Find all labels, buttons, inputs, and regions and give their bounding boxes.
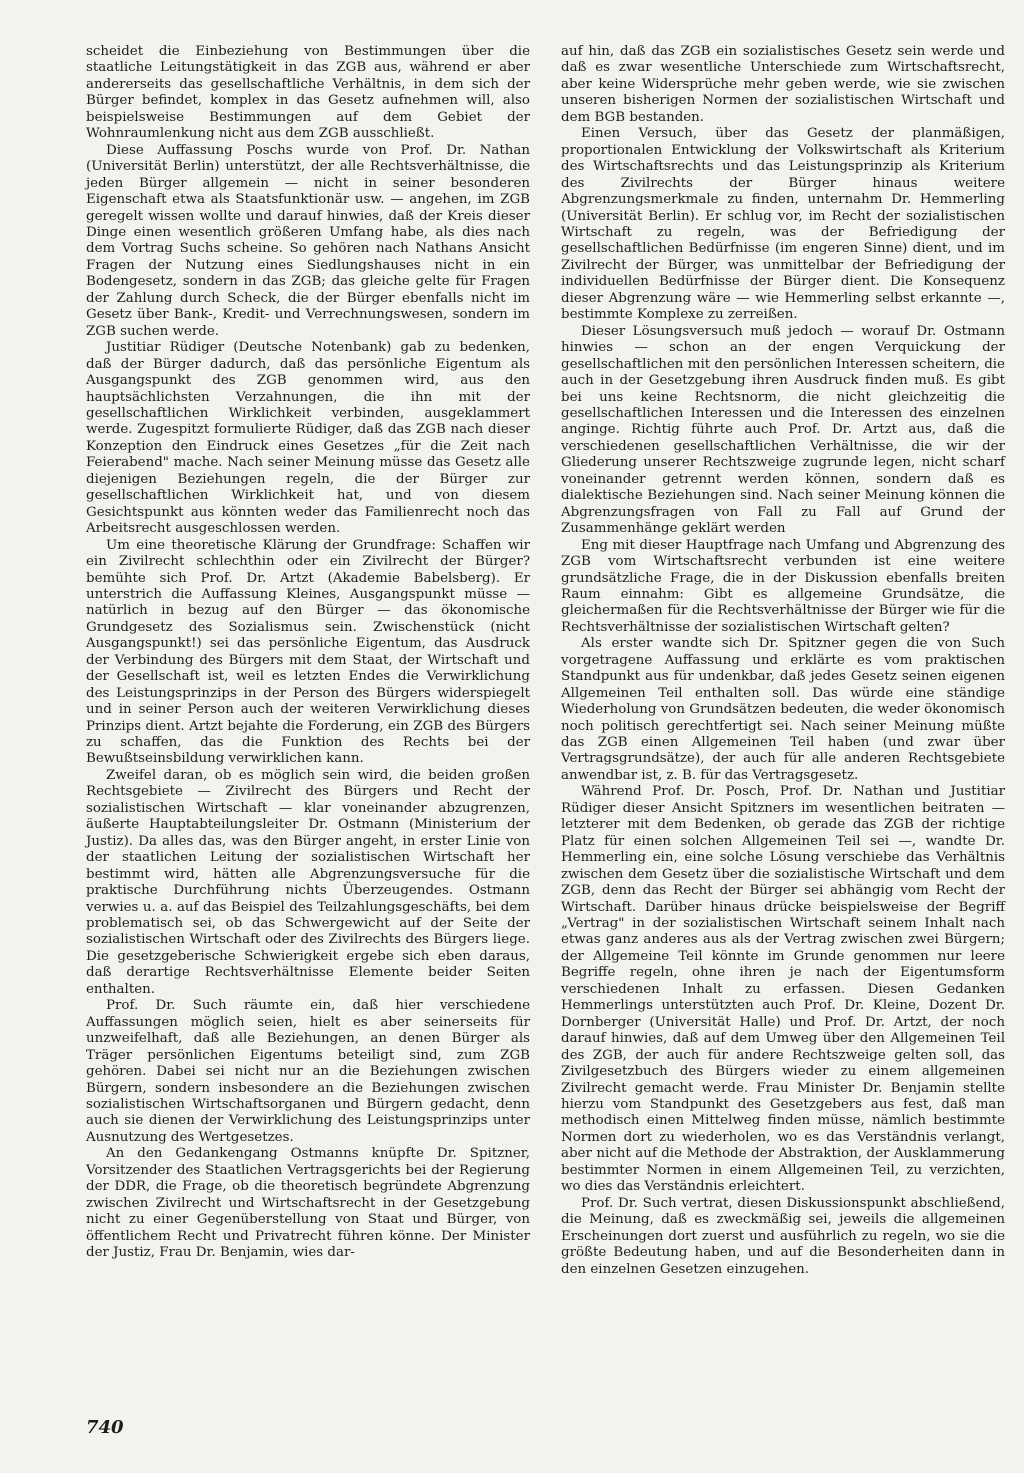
paragraph: Eng mit dieser Hauptfrage nach Umfang und Abgrenzung des ZGB vom Wirtschaftsrecht verbunden ist eine weitere grundsätzliche Frage, die in der Diskussion ebenfalls breiten Raum einnahm: Gibt es allgemeine Grundsätze, die gleichermaßen für die Rechtsverhältnisse der Bürger wie für die Rechtsverhältnisse der sozialistischen Wirtschaft gelten?: [561, 537, 1005, 635]
paragraph: scheidet die Einbeziehung von Bestimmungen über die staatliche Leitungstätigkeit in das ZGB aus, während er aber andererseits das gesellschaftliche Verhältnis, in dem sich der Bürger befindet, komplex in das Gesetz aufnehmen will, also beispielsweise Bestimmungen auf dem Gebiet der Wohnraumlenkung nicht aus dem ZGB ausschließt.: [86, 44, 530, 142]
paragraph: Dieser Lösungsversuch muß jedoch — worauf Dr. Ostmann hinwies — schon an der engen Verquickung der gesellschaftlichen mit den persönlichen Interessen scheitern, die auch in der Gesetzgebung ihren Ausdruck finden muß. Es gibt bei uns keine Rechtsnorm, die nicht gleichzeitig die gesellschaftlichen Interessen und die Interessen des einzelnen anginge. Richtig führte auch Prof. Dr. Artzt aus, daß die verschiedenen gesellschaftlichen Verhältnisse, die wir der Gliederung unserer Rechtszweige zugrunde legen, nicht scharf voneinander getrennt werden können, sondern daß es dialektische Beziehungen sind. Nach seiner Meinung können die Abgrenzungsfragen von Fall zu Fall auf Grund der Zusammenhänge geklärt werden: [561, 323, 1005, 537]
paragraph: Während Prof. Dr. Posch, Prof. Dr. Nathan und Justitiar Rüdiger dieser Ansicht Spitzners im wesentlichen beitraten — letzterer mit dem Bedenken, ob gerade das ZGB der richtige Platz für einen solchen Allgemeinen Teil sei —, wandte Dr. Hemmerling ein, eine solche Lösung verschiebe das Verhältnis zwischen dem Gesetz über die sozialistische Wirtschaft und dem ZGB, denn das Recht der Bürger sei abhängig vom Recht der Wirtschaft. Darüber hinaus drücke beispielsweise der Begriff „Vertrag" in der sozialistischen Wirtschaft seinem Inhalt nach etwas ganz anderes aus als der Vertrag zwischen zwei Bürgern; der Allgemeine Teil könnte im Grunde genommen nur leere Begriffe regeln, ohne ihren je nach der Eigentumsform verschiedenen Inhalt zu erfassen. Diesen Gedanken Hemmerlings unterstützten auch Prof. Dr. Kleine, Dozent Dr. Dornberger (Universität Halle) und Prof. Dr. Artzt, der noch darauf hinwies, daß auf dem Umweg über den Allgemeinen Teil des ZGB, der auch für andere Rechtszweige gelten soll, das Zivilgesetzbuch des Bürgers wieder zu einem allgemeinen Zivilrecht gemacht werde. Frau Minister Dr. Benjamin stellte hierzu vom Standpunkt des Gesetzgebers aus fest, daß man methodisch einen Mittelweg finden müsse, nämlich bestimmte Normen dort zu wiederholen, wo es das Verständnis verlangt, aber nicht auf die Methode der Abstraktion, der Ausklammerung bestimmter Normen in einem Allgemeinen Teil, zu verzichten, wo dies das Verständnis erleichtert.: [561, 784, 1005, 1195]
paragraph: An den Gedankengang Ostmanns knüpfte Dr. Spitzner, Vorsitzender des Staatlichen Vertragsgerichts bei der Regierung der DDR, die Frage, ob die theoretisch begründete Abgrenzung zwischen Zivilrecht und Wirtschaftsrecht in der Gesetzgebung nicht zu einer Gegenüberstellung von Staat und Bürger, von öffentlichem Recht und Privatrecht führen könne. Der Minister der Justiz, Frau Dr. Benjamin, wies dar-: [86, 1146, 530, 1261]
paragraph: Diese Auffassung Poschs wurde von Prof. Dr. Nathan (Universität Berlin) unterstützt, der alle Rechtsverhältnisse, die jeden Bürger allgemein — nicht in seiner besonderen Eigenschaft etwa als Staatsfunktionär usw. — angehen, im ZGB geregelt wissen wollte und darauf hinwies, daß der Kreis dieser Dinge einen wesentlich größeren Umfang habe, als dies nach dem Vortrag Suchs scheine. So gehören nach Nathans Ansicht Fragen der Nutzung eines Siedlungshauses nicht in ein Bodengesetz, sondern in das ZGB; das gleiche gelte für Fragen der Zahlung durch Scheck, die der Bürger ebenfalls nicht im Gesetz über Bank-, Kredit- und Verrechnungswesen, sondern im ZGB suchen werde.: [86, 142, 530, 339]
paragraph: Zweifel daran, ob es möglich sein wird, die beiden großen Rechtsgebiete — Zivilrecht des Bürgers und Recht der sozialistischen Wirtschaft — klar voneinander abzugrenzen, äußerte Hauptabteilungsleiter Dr. Ostmann (Ministerium der Justiz). Da alles das, was den Bürger angeht, in erster Linie von der staatlichen Leitung der sozialistischen Wirtschaft her bestimmt wird, hätten alle Abgrenzungsversuche für die praktische Durchführung nichts Überzeugendes. Ostmann verwies u. a. auf das Beispiel des Teilzahlungsgeschäfts, bei dem problematisch sei, ob das Schwergewicht auf der Seite der sozialistischen Wirtschaft oder des Zivilrechts des Bürgers liege. Die gesetzgeberische Schwierigkeit ergebe sich eben daraus, daß derartige Rechtsverhältnisse Elemente beider Seiten enthalten.: [86, 767, 530, 997]
right-text-column: [561, 44, 1005, 1278]
paragraph: Prof. Dr. Such vertrat, diesen Diskussionspunkt abschließend, die Meinung, daß es zweckmäßig sei, jeweils die allgemeinen Erscheinungen dort zuerst und ausführlich zu regeln, wo sie die größte Bedeutung haben, und auf die Besonderheiten dann in den einzelnen Gesetzen einzugehen.: [561, 1195, 1005, 1277]
paragraph: Als erster wandte sich Dr. Spitzner gegen die von Such vorgetragene Auffassung und erklärte es vom praktischen Standpunkt aus für undenkbar, daß jedes Gesetz seinen eigenen Allgemeinen Teil enthalten soll. Das würde eine ständige Wiederholung von Grundsätzen bedeuten, die weder ökonomisch noch politisch gerechtfertigt sei. Nach seiner Meinung müßte das ZGB einen Allgemeinen Teil haben (und zwar über Vertragsgrundsätze), der auch für alle anderen Rechtsgebiete anwendbar ist, z. B. für das Vertragsgesetz.: [561, 636, 1005, 783]
left-text-column: [86, 44, 530, 1262]
paragraph: Justitiar Rüdiger (Deutsche Notenbank) gab zu bedenken, daß der Bürger dadurch, daß das persönliche Eigentum als Ausgangspunkt des ZGB genommen wird, aus den hauptsächlichsten Verzahnungen, die ihn mit der gesellschaftlichen Wirklichkeit verbinden, ausgeklammert werde. Zugespitzt formulierte Rüdiger, daß das ZGB nach dieser Konzeption den Eindruck eines Gesetzes „für die Zeit nach Feierabend" mache. Nach seiner Meinung müsse das Gesetz alle diejenigen Beziehungen regeln, die der Bürger zur gesellschaftlichen Wirklichkeit hat, und von diesem Gesichtspunkt aus könnten weder das Familienrecht noch das Arbeitsrecht ausgeschlossen werden.: [86, 340, 530, 537]
paragraph: Um eine theoretische Klärung der Grundfrage: Schaffen wir ein Zivilrecht schlechthin oder ein Zivilrecht der Bürger? bemühte sich Prof. Dr. Artzt (Akademie Babelsberg). Er unterstrich die Auffassung Kleines, Ausgangspunkt müsse — natürlich in bezug auf den Bürger — das ökonomische Grundgesetz des Sozialismus sein. Zwischenstück (nicht Ausgangspunkt!) sei das persönliche Eigentum, das Ausdruck der Verbindung des Bürgers mit dem Staat, der Wirtschaft und der Gesellschaft ist, weil es letzten Endes die Verwirklichung des Leistungsprinzips in der Person des Bürgers widerspiegelt und in seiner Person auch der weiteren Verwirklichung dieses Prinzips dient. Artzt bejahte die Forderung, ein ZGB des Bürgers zu schaffen, das die Funktion des Rechts bei der Bewußtseinsbildung verwirklichen kann.: [86, 537, 530, 767]
paragraph: Einen Versuch, über das Gesetz der planmäßigen, proportionalen Entwicklung der Volkswirtschaft als Kriterium des Wirtschaftsrechts und das Leistungsprinzip als Kriterium des Zivilrechts der Bürger hinaus weitere Abgrenzungsmerkmale zu finden, unternahm Dr. Hemmerling (Universität Berlin). Er schlug vor, im Recht der sozialistischen Wirtschaft zu regeln, was der Befriedigung der gesellschaftlichen Bedürfnisse (im engeren Sinne) dient, und im Zivilrecht der Bürger, was unmittelbar der Befriedigung der individuellen Bedürfnisse der Bürger dient. Die Konsequenz dieser Abgrenzung wäre — wie Hemmerling selbst erkannte —, bestimmte Komplexe zu zerreißen.: [561, 126, 1005, 323]
paragraph: Prof. Dr. Such räumte ein, daß hier verschiedene Auffassungen möglich seien, hielt es aber seinerseits für unzweifelhaft, daß alle Beziehungen, an denen Bürger als Träger persönlichen Eigentums beteiligt sind, zum ZGB gehören. Dabei sei nicht nur an die Beziehungen zwischen Bürgern, sondern insbesondere an die Beziehungen zwischen sozialistischen Wirtschaftsorganen und Bürgern gedacht, denn auch sie dienen der Verwirklichung des Leistungsprinzips unter Ausnutzung des Wertgesetzes.: [86, 998, 530, 1145]
page-number: 740: [86, 1417, 124, 1438]
paragraph: auf hin, daß das ZGB ein sozialistisches Gesetz sein werde und daß es zwar wesentliche Unterschiede zum Wirtschaftsrecht, aber keine Widersprüche mehr geben werde, wie sie zwischen unseren bisherigen Normen der sozialistischen Wirtschaft und dem BGB bestanden.: [561, 44, 1005, 125]
